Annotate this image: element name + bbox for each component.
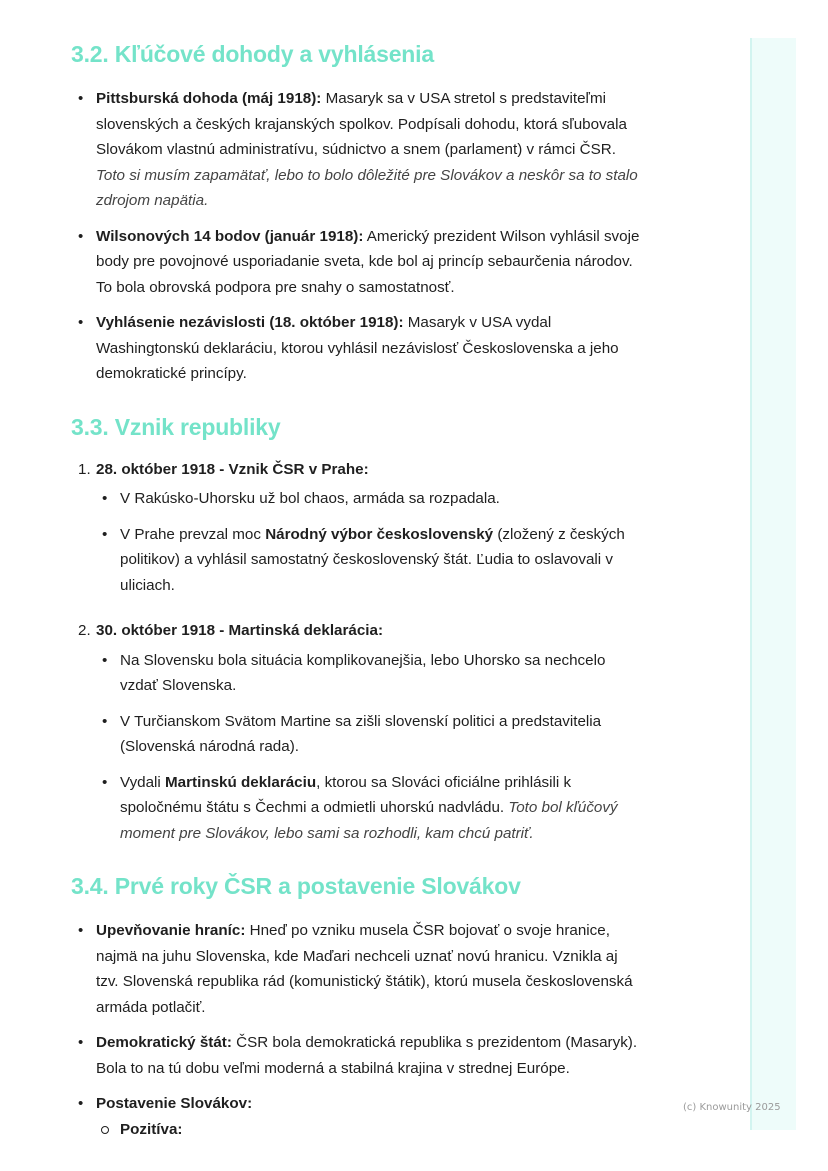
- item-text: Vydali: [120, 773, 166, 791]
- sub-list-item: [71, 486, 641, 512]
- section-heading-3-3: 3.3. Vznik republiky: [71, 413, 281, 440]
- item-text: V Turčianskom Svätom Martine sa zišli slovenskí politici a predstavitelia (Slovenská národná rada).: [120, 712, 602, 755]
- sub-list-item: [71, 522, 641, 599]
- numbered-item: [71, 618, 641, 644]
- item-term: Pozitíva:: [120, 1120, 183, 1138]
- item-number: 1.: [78, 460, 91, 478]
- sub-list-item: [71, 709, 641, 760]
- list-item: [71, 224, 641, 301]
- section-list-3-3: [71, 457, 641, 847]
- list-item: [71, 86, 641, 214]
- sub-list-item: [71, 770, 641, 847]
- section-list-3-2: [71, 86, 641, 387]
- list-item: [71, 1030, 641, 1081]
- section-heading-3-2: 3.2. Kľúčové dohody a vyhlásenia: [71, 41, 434, 67]
- page-side-strip: [750, 38, 796, 1130]
- item-term: Martinskú deklaráciu: [165, 773, 317, 791]
- section-list-3-4: [71, 918, 641, 1142]
- item-text: Masaryk sa v USA stretol s predstaviteľmi slovenských a českých krajanských spolkov. Podpísali dohodu, ktorá sľubovala Slovákom vlastnú administratívu, súdnictvo a snem (parlament) v rámci ČSR.: [96, 90, 627, 158]
- item-term: Národný výbor československý: [265, 525, 494, 543]
- item-title: 30. október 1918 - Martinská deklarácia:: [96, 622, 384, 639]
- document-body: [71, 40, 641, 1142]
- item-text: , ktorou sa Slováci oficiálne prihlásili k spoločnému štátu s Čechmi a odmietli uhorskú nadvládu.: [120, 773, 572, 816]
- item-note: Toto si musím zapamätať, lebo to bolo dôležité pre Slovákov a neskôr sa to stalo zdrojom napätia.: [96, 166, 638, 209]
- item-text: Na Slovensku bola situácia komplikovanejšia, lebo Uhorsko sa nechcelo vzdať Slovenska.: [120, 651, 606, 694]
- item-term: Vyhlásenie nezávislosti (18. október 1918):: [96, 314, 404, 331]
- numbered-item: [71, 457, 641, 483]
- item-title: 28. október 1918 - Vznik ČSR v Prahe:: [96, 460, 369, 478]
- item-number: 2.: [78, 622, 91, 639]
- item-text: ČSR bola demokratická republika s prezidentom (Masaryk). Bola to na tú dobu veľmi moderná a stabilná krajina v strednej Európe.: [96, 1034, 638, 1077]
- item-term: Wilsonových 14 bodov (január 1918):: [96, 227, 364, 245]
- item-text: Masaryk v USA vydal Washingtonskú deklaráciu, ktorou vyhlásil nezávislosť Československa a jeho demokratické princípy.: [96, 314, 619, 382]
- item-text: V Prahe prevzal moc: [120, 525, 266, 543]
- sub-list-item: [71, 1117, 641, 1143]
- item-text: (zložený z českých politikov) a vyhlásil samostatný československý štát. Ľudia to oslavovali v uliciach.: [120, 525, 625, 594]
- item-term: Pittsburská dohoda (máj 1918):: [96, 90, 322, 107]
- footer-copyright: (c) Knowunity 2025: [683, 1102, 781, 1113]
- sub-list-item: [71, 648, 641, 699]
- item-term: Postavenie Slovákov:: [96, 1095, 253, 1112]
- item-note: Toto bol kľúčový moment pre Slovákov, lebo sami sa rozhodli, kam chcú patriť.: [120, 799, 618, 842]
- item-text: V Rakúsko-Uhorsku už bol chaos, armáda sa rozpadala.: [120, 490, 500, 507]
- list-item: [71, 918, 641, 1020]
- item-term: Upevňovanie hraníc:: [96, 922, 246, 939]
- item-text: Hneď po vzniku musela ČSR bojovať o svoje hranice, najmä na juhu Slovenska, kde Maďari nechceli uznať novú hranicu. Vznikla aj tzv. Slovenská republika rád (komunistický štátik), ktorú musela československá armáda potlačiť.: [96, 922, 633, 1016]
- item-text: Americký prezident Wilson vyhlásil svoje body pre povojnové usporiadanie sveta, kde bol aj princíp sebaurčenia národov. To bola obrovská podpora pre snahy o samostatnosť.: [96, 227, 640, 296]
- list-item: [71, 310, 641, 387]
- item-term: Demokratický štát:: [96, 1034, 232, 1051]
- list-item: [71, 1091, 641, 1117]
- section-heading-3-4: 3.4. Prvé roky ČSR a postavenie Slovákov: [71, 873, 521, 899]
